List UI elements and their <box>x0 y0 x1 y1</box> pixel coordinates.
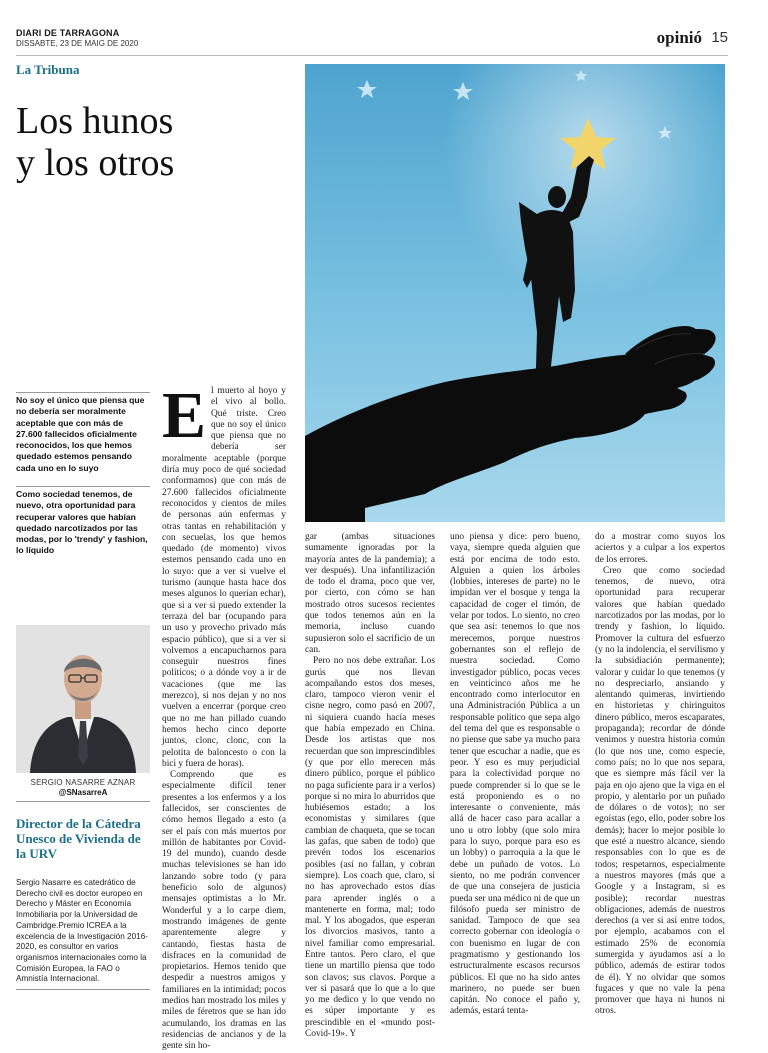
hero-illustration <box>305 64 725 522</box>
paragraph: Creo que como sociedad tenemos, de nuevo, otra oportunidad para recuperar valores que habían quedado narcotizados por las modas, por lo trendy y fashion, lo líquido. Promover la cultura del esfuerzo (y no la indolencia, el servilismo y la subsidiación permanente); valorar y cuidar lo que tenemos (y no despreciarlo, ansiando y alentando quimeras, invirtiendo en historietas y chiringuitos dinero público, meros escaparates, propaganda); recordar de dónde venimos y nuestra historia común (lo que nos une, como especie, como país; no lo que nos separa, que es siempre más fácil ver la paja en ojo ajeno que la viga en el propio, y alentarlo por un puñado de dólares o de votos); no ser egoístas (ego, ello, poder sobre los demás); hacer lo mejor posible lo que esté a nuestro alcance, siendo responsables con lo que es de todos; respetarnos, especialmente a nuestros mayores (más que a Google y a Instagram, si es posible); recordar nuestras obligaciones, además de nuestros derechos (a ver si así entre todos, por ejemplo, acabamos con el estimado 25% de economía sumergida y ayudamos así a lo público, además de estirar todos de él). Y no olvidar que somos fugaces y que no vale la pena promover que haya ni hunos ni otros. <box>595 565 725 1017</box>
page-number: 15 <box>711 29 728 46</box>
masthead <box>16 28 728 56</box>
article-column-3 <box>450 532 580 1020</box>
pull-quote-2: Como sociedad tenemos, de nuevo, otra oportunidad para recuperar valores que habían quedado narcotizados por las modas, por lo 'trendy' y fashion, lo líquido <box>16 486 150 557</box>
paragraph: l muerto al hoyo y el vivo al bollo. Qué triste. Creo que no soy el único que piensa que no debería ser moralmente aceptable (porque diría muy poco de qué sociedad conformamos) que con más de 27.600 fallecidos oficialmente reconocidos y cientos de miles de personas aún enfermas y otras tantas en rehabilitación y con secuelas, los que hemos quedado (de momento) vivos estemos pensando cada uno en lo suyo: que a ver si vuelve el turismo (aunque hasta hace dos meses algunos lo querían echar), que si a ver si puedo extender la terraza del bar (ocupando para un uso y provecho privado más espacio público), que si a ver si volvemos a encapucharnos para conseguir nuestros fines políticos; o a dónde voy a ir de vacaciones (que me las merezco), si nos dejan y no nos vuelven a encerrar (porque creo que no me han pillado cuando hemos hecho cinco deporte juntos, clonc, clonc, con la pelotita de baloncesto o con la bici y fuera de horas). <box>162 386 286 769</box>
headline-line-1: Los hunos <box>16 100 174 142</box>
article-column-1 <box>162 379 286 1052</box>
author-twitter-handle[interactable]: @SNasarreA <box>16 788 150 802</box>
headline-line-2: y los otros <box>16 142 175 184</box>
paragraph: gar (ambas situaciones sumamente ignoradas por la mayoría antes de la pandemia); a ver después). Una infantilización de todo el drama, poco que ver, por cierto, con cómo se han mostrado otros sucesos recientes que todos tenemos aún en la memoria, incluso cuando supusieron solo el sacrificio de un can. <box>305 532 435 655</box>
pull-quote-1: No soy el único que piensa que no debería ser moralmente aceptable que con más de 27.600 fallecidos oficialmente reconocidos, los que hemos quedado estemos pensando cada uno en lo suyo <box>16 392 150 474</box>
drop-cap: E <box>162 379 207 452</box>
author-bio: Sergio Nasarre es catedrático de Derecho civil es doctor europeo en Derecho y Máster en Economía Inmobiliaria por la Universidad de Cambridge.Premio ICREA a la excelencia de la Investigación 2016-2020, es consultor en varios organismos internacionales como la Comisión Europea, la FAO o Amnistía Internacional. <box>16 878 150 990</box>
article-column-4 <box>595 532 725 1020</box>
author-name: SERGIO NASARRE AZNAR <box>30 778 136 787</box>
author-photo <box>16 625 150 773</box>
section-name: opinió <box>656 28 702 47</box>
article-column-2 <box>305 532 435 1040</box>
paragraph: Pero no nos debe extrañar. Los gurús que nos llevan acompañando estos dos meses, claro, tampoco vieron venir el cisne negro, como pasó en 2007, ni siquiera cuando hacía meses que había empezado en China. Desde los artistas que nos recuerdan que son imprescindibles (y que por ello merecen más dinero público, porque el público no paga suficiente para ir a verlos) porque si no mira lo aburridos que hubiésemos estado; a los economistas y similares (que cambian de chaqueta, que se tocan las gafas, que saben de todo) que prevén todos los escenarios posibles (así no fallan, y cobran siempre). Los coach que, claro, si no has aprovechado estos días para aprender inglés o a mantenerte en forma, mal; todo mal. Y los abogados, que esperan los divorcios masivos, tanto a nivel familiar como empresarial. Entre tantos. Pero claro, el que tiene un martillo piensa que todo son clavos; sus clavos. Porque a ver si pasará que lo que a lo que yo me dedico y lo que vendo no es súper importante y es prescindible en el «mundo post-Covid-19». Y <box>305 656 435 1040</box>
hand-star-illustration-icon <box>305 64 725 522</box>
article-headline <box>16 100 296 184</box>
author-portrait-icon <box>16 625 150 773</box>
paragraph: uno piensa y dice: pero bueno, vaya, siempre queda alguien que está por encima de todo esto. Alguien a quien los árboles (lobbies, intereses de parte) no le impidan ver el bosque y tenga la capacidad de coger el timón, de velar por todos. Lo siento, no creo que sea así: tenemos lo que nos merecemos, porque nuestros gobernantes son el reflejo de nuestra sociedad. Como investigador público, pocas veces en veinticinco años me he encontrado como interlocutor en una Administración Pública a un responsable político que sepa algo del tema del que es responsable o no piense que sabe ya mucho para tener que escuchar a nadie, que es peor. Y eso es muy perjudicial para la colectividad porque no puede comprender si lo que se le está proponiendo es o no interesante o conveniente, más allá de hacer caso para acallar a uno u otro lobby (que solo mira para lo suyo, porque para eso es un lobby) o parroquia a la que le debe un puñado de votos. Lo siento, no me podrán convencer de que una consejera de justicia pueda ser una médico ni de que un filósofo pueda ser ministro de sanidad. Tampoco de que sea correcto gobernar con ideología o con buenismo en lugar de con pragmatismo y gestionando los estructuralmente escasos recursos públicos. El que no ha sido antes marinero, no puede ser buen capitán. No conoce el paño y, además, estará tenta- <box>450 532 580 1017</box>
publication-date: DISSABTE, 23 DE MAIG DE 2020 <box>16 39 139 48</box>
author-role: Director de la Cátedra Unesco de Vivienda de la URV <box>16 816 141 861</box>
article-kicker: La Tribuna <box>16 62 80 77</box>
paragraph: Comprendo que es especialmente difícil tener presentes a los enfermos y a los fallecidos, ser conscientes de cómo hemos llegado a esto (a ser el país con más muertos por millón de habitantes por Covid-19 del mundo), cuando desde muchas televisiones se han ido lanzando sobre todo (y para beneficio solo de algunos) mensajes optimistas a lo Mr. Wonderful y a lo carpe diem, mostrando imágenes de gente aparentemente alegre y cantando, fiestas hasta de disfraces en la comunidad de propietarios. Hemos tenido que despedir a nuestros amigos y familiares en la intimidad; pocos medios han mostrado los miles y miles de féretros que se han ido acumulando, los dramas en las residencias de ancianos y de la gente sin ho- <box>162 770 286 1052</box>
paragraph: do a mostrar como suyos los aciertos y a culpar a los expertos de los errores. <box>595 532 725 565</box>
publication-name: DIARI DE TARRAGONA <box>16 28 120 38</box>
